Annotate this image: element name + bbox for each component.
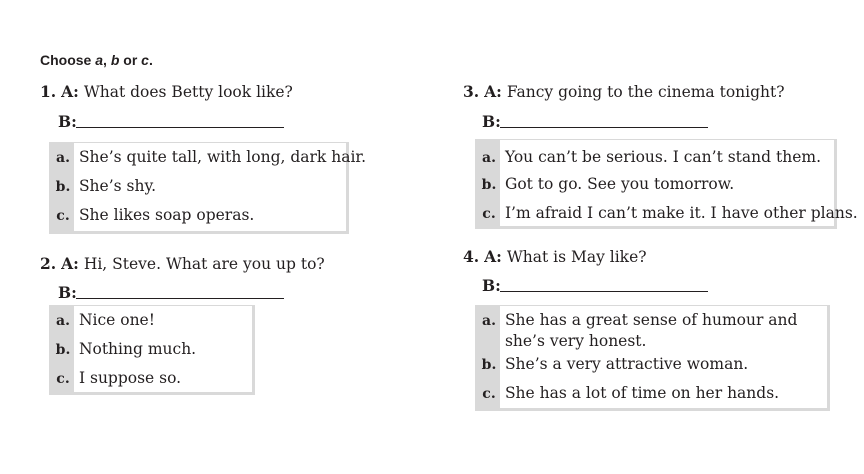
question-3-option-b[interactable]: b. Got to go. See you tomorrow. [481, 175, 735, 193]
question-4-answer-label: B: [482, 276, 501, 295]
question-1-prompt: 1. A: What does Betty look like? [40, 82, 293, 101]
question-2-options [49, 305, 255, 395]
question-2-option-c[interactable]: c. I suppose so. [56, 369, 182, 387]
question-4-option-c[interactable]: c. She has a lot of time on her hands. [482, 384, 780, 402]
question-2-prompt: 2. A: Hi, Steve. What are you up to? [40, 254, 325, 273]
question-3-options [475, 139, 858, 229]
question-1-answer-blank[interactable] [76, 127, 284, 128]
question-3-answer-label: B: [482, 112, 501, 131]
question-4-options [475, 305, 830, 411]
question-2-answer-label: B: [58, 283, 77, 302]
question-3-option-c[interactable]: c. I’m afraid I can’t make it. I have other plans. [482, 204, 858, 222]
question-3-prompt: 3. A: Fancy going to the cinema tonight? [463, 82, 785, 101]
question-2-option-a[interactable]: a. Nice one! [56, 311, 155, 329]
question-2-answer-blank[interactable] [76, 298, 284, 299]
question-1-options [49, 142, 367, 234]
question-4-option-a[interactable]: a. She has a great sense of humour and she’s very honest. [482, 311, 798, 350]
question-3-answer-blank[interactable] [500, 127, 708, 128]
instruction: Choose a, b or c. [40, 52, 153, 68]
question-4-prompt: 4. A: What is May like? [463, 247, 647, 266]
question-1-option-b[interactable]: b. She’s shy. [55, 177, 157, 195]
question-4-answer-blank[interactable] [500, 291, 708, 292]
question-3-option-a[interactable]: a. You can’t be serious. I can’t stand them. [482, 148, 821, 166]
question-1-option-c[interactable]: c. She likes soap operas. [56, 206, 255, 224]
question-4-option-b[interactable]: b. She’s a very attractive woman. [481, 355, 749, 373]
question-2-option-b[interactable]: b. Nothing much. [55, 340, 197, 358]
question-1-answer-label: B: [58, 112, 77, 131]
question-1-option-a[interactable]: a. She’s quite tall, with long, dark hair. [56, 148, 367, 166]
